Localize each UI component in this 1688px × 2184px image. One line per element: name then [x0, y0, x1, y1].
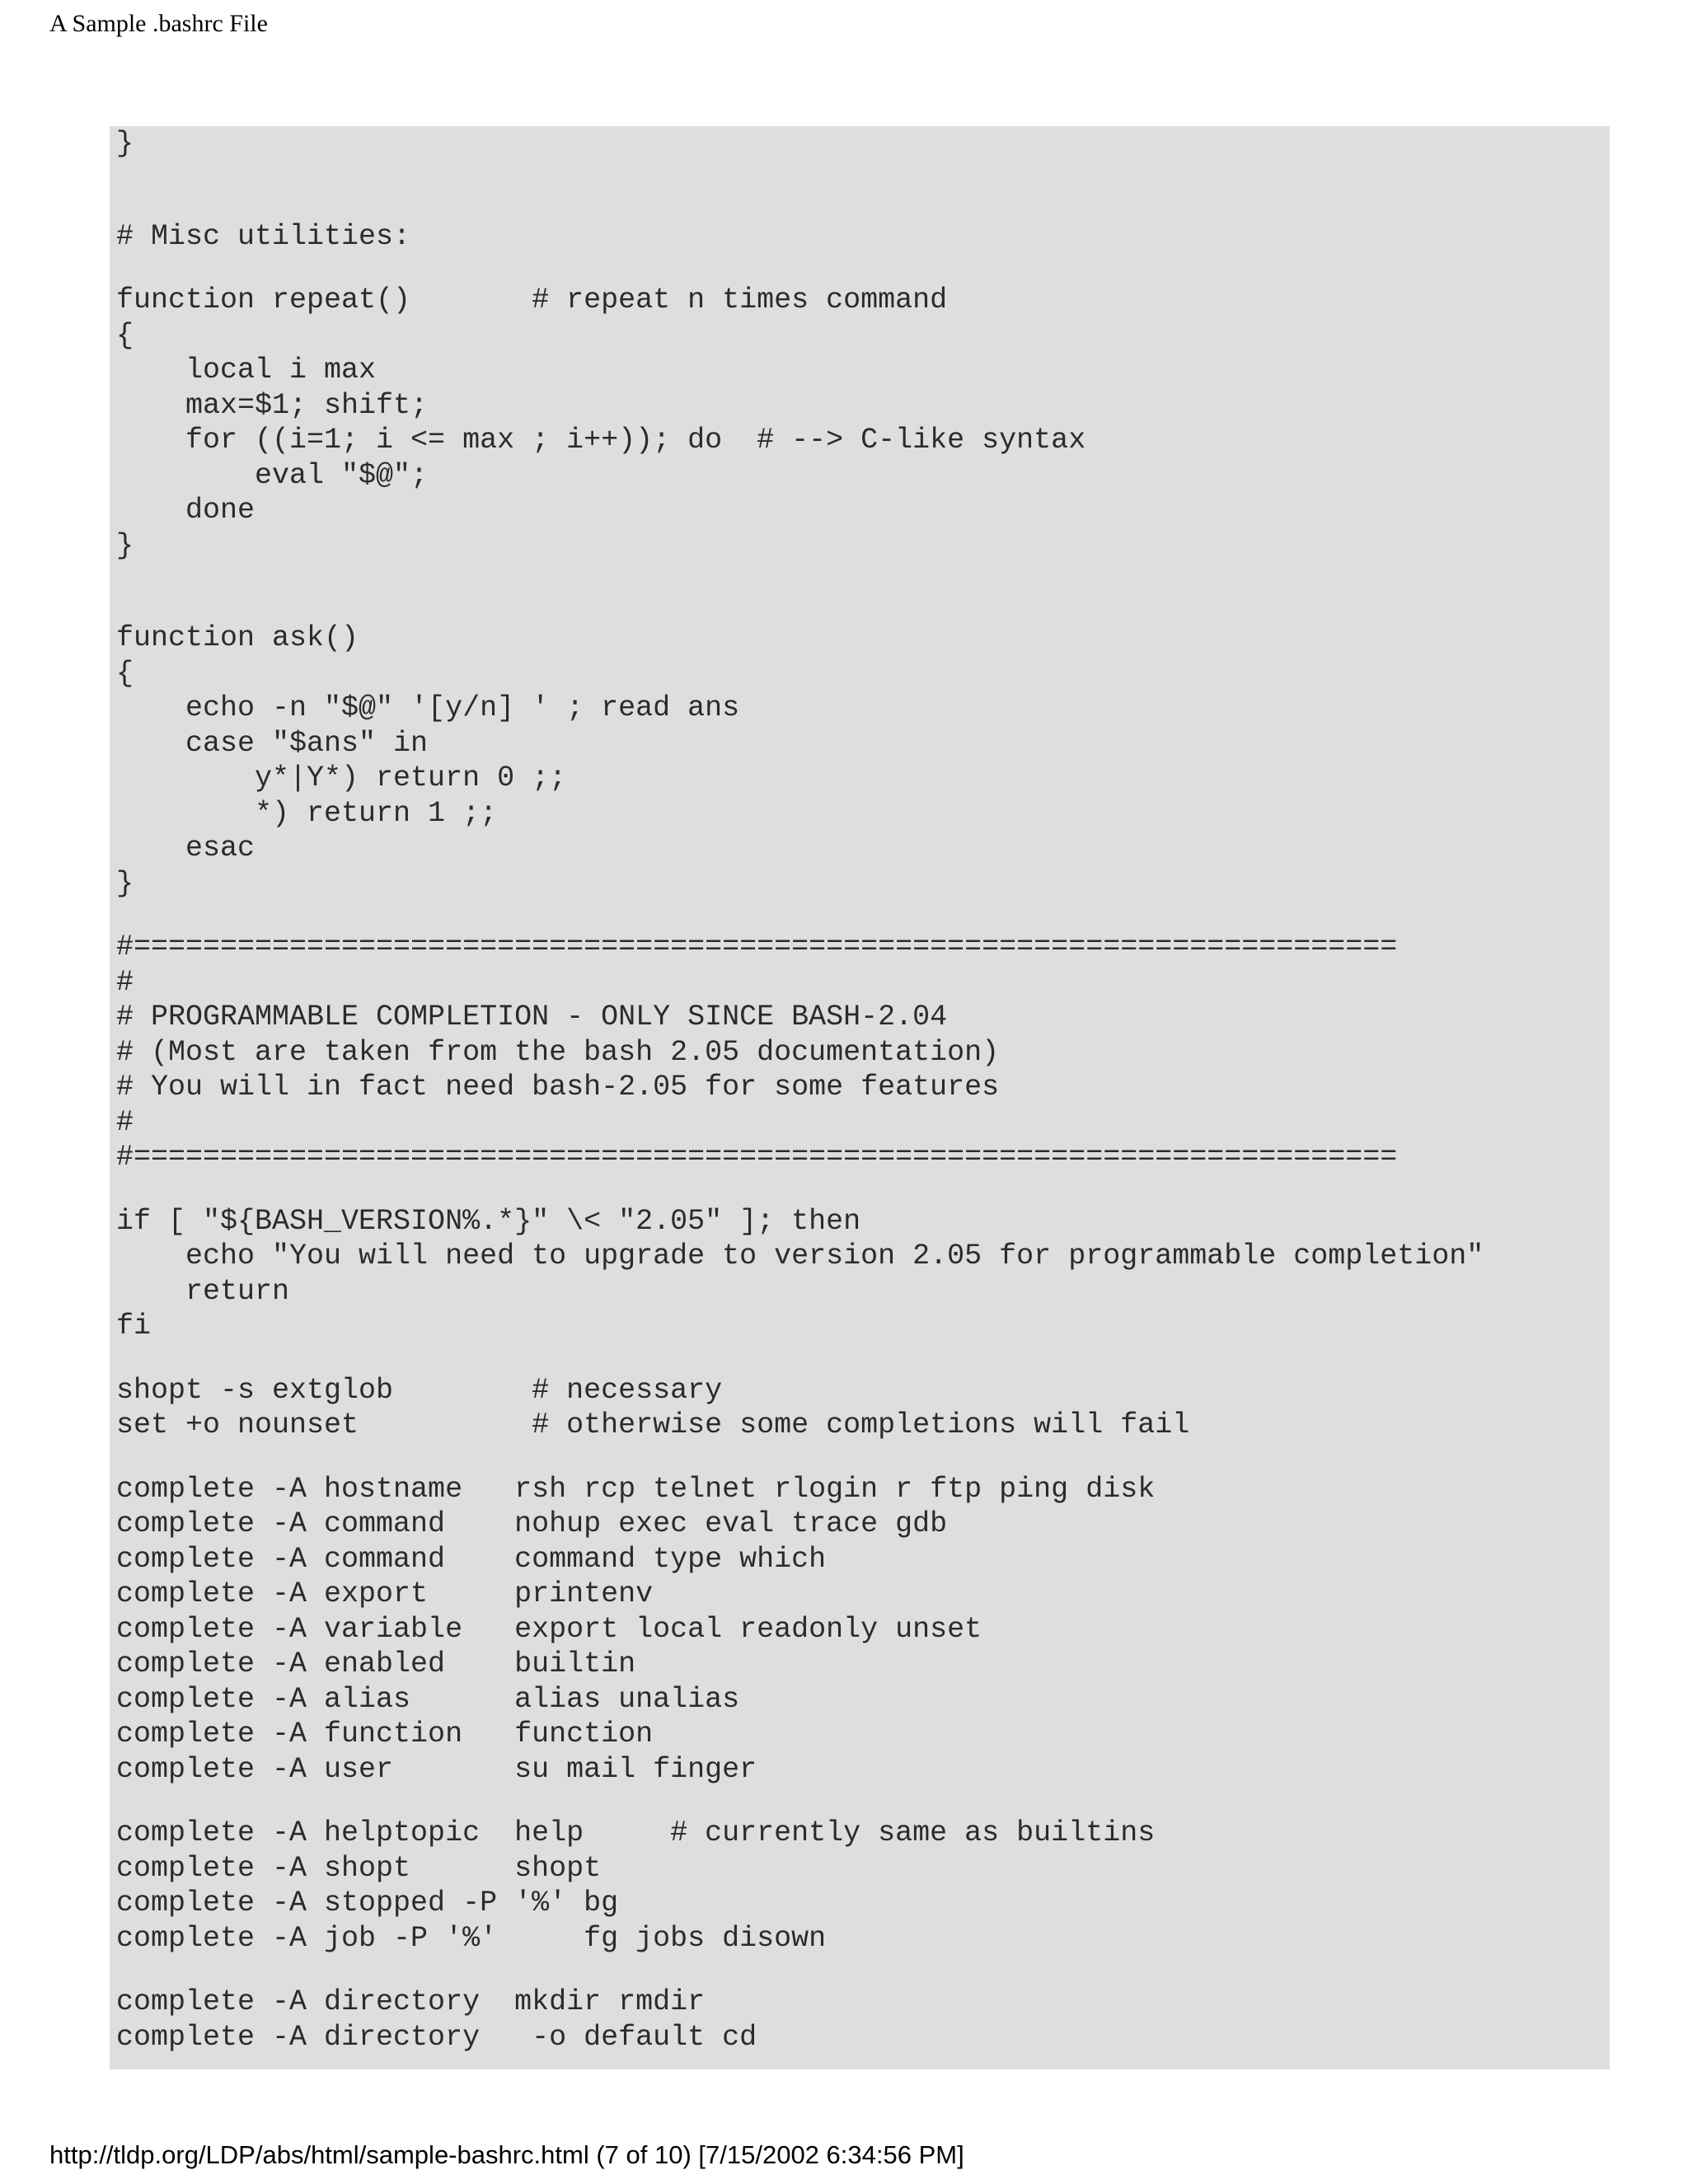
code-line: for ((i=1; i <= max ; i++)); do # --> C-like syntax [116, 424, 1086, 457]
code-line: complete -A helptopic help # currently same as builtins [116, 1816, 1156, 1849]
code-line: *) return 1 ;; [116, 796, 498, 830]
code-line: complete -A job -P '%' fg jobs disown [116, 1921, 827, 1955]
code-line: complete -A stopped -P '%' bg [116, 1886, 619, 1919]
code-line: { [116, 318, 134, 352]
code-line: #========================================================================= [116, 1141, 1398, 1174]
code-blank-line [116, 901, 1484, 930]
code-line: # Misc utilities: [116, 219, 411, 253]
code-line: # (Most are taken from the bash 2.05 documentation) [116, 1035, 1000, 1069]
code-line: { [116, 656, 134, 690]
code-line: max=$1; shift; [116, 388, 429, 422]
code-line: complete -A command command type which [116, 1542, 827, 1576]
code-line: done [116, 494, 256, 527]
code-blank-line [116, 563, 1484, 592]
code-line: fi [116, 1310, 152, 1343]
code-line: esac [116, 832, 256, 865]
code-line: # PROGRAMMABLE COMPLETION - ONLY SINCE BASH-2.04 [116, 1001, 948, 1033]
code-blank-line [116, 1443, 1484, 1472]
code-blank-line [116, 1175, 1484, 1204]
code-line: complete -A enabled builtin [116, 1647, 636, 1680]
code-line: complete -A function function [116, 1718, 654, 1750]
code-block [110, 126, 1610, 2069]
page-title: A Sample .bashrc File [49, 10, 268, 37]
code-line: case "$ans" in [116, 726, 429, 760]
code-line: #========================================================================= [116, 930, 1398, 963]
code-line: # You will in fact need bash-2.05 for some features [116, 1071, 1000, 1104]
code-line: # [116, 1105, 134, 1139]
page-footer-url: http://tldp.org/LDP/abs/html/sample-bashrc.html (7 of 10) [7/15/2002 6:34:56 PM] [49, 2140, 964, 2169]
code-blank-line [116, 1787, 1484, 1816]
code-line: } [116, 528, 134, 562]
code-line: complete -A alias alias unalias [116, 1682, 740, 1716]
code-blank-line [116, 592, 1484, 621]
code-line: complete -A user su mail finger [116, 1752, 757, 1786]
code-line: echo "You will need to upgrade to version 2.05 for programmable completion" [116, 1240, 1484, 1272]
code-line: } [116, 127, 134, 160]
code-line: complete -A variable export local readonly unset [116, 1612, 982, 1646]
code-line: complete -A shopt shopt [116, 1851, 602, 1885]
code-line: if [ "${BASH_VERSION%.*}" \< "2.05" ]; then [116, 1204, 861, 1238]
code-line: complete -A command nohup exec eval trace gdb [116, 1507, 948, 1540]
code-blank-line [116, 1344, 1484, 1373]
code-line: complete -A export printenv [116, 1577, 654, 1610]
code-line: y*|Y*) return 0 ;; [116, 762, 567, 794]
code-line: return [116, 1274, 290, 1308]
code-line: function repeat() # repeat n times command [116, 284, 948, 316]
code-line: set +o nounset # otherwise some completions will fail [116, 1408, 1190, 1441]
code-listing [116, 126, 1484, 2055]
code-line: complete -A hostname rsh rcp telnet rlogin r ftp ping disk [116, 1472, 1156, 1506]
code-line: } [116, 866, 134, 900]
code-blank-line [116, 162, 1484, 190]
code-line: echo -n "$@" '[y/n] ' ; read ans [116, 691, 740, 724]
code-line: local i max [116, 354, 377, 387]
code-blank-line [116, 254, 1484, 283]
code-line: complete -A directory -o default cd [116, 2020, 757, 2054]
code-line: shopt -s extglob # necessary [116, 1373, 723, 1407]
code-line: complete -A directory mkdir rmdir [116, 1985, 706, 2018]
code-line: eval "$@"; [116, 458, 429, 492]
code-blank-line [116, 1956, 1484, 1985]
code-blank-line [116, 190, 1484, 219]
code-line: # [116, 965, 134, 999]
code-line: function ask() [116, 621, 359, 654]
